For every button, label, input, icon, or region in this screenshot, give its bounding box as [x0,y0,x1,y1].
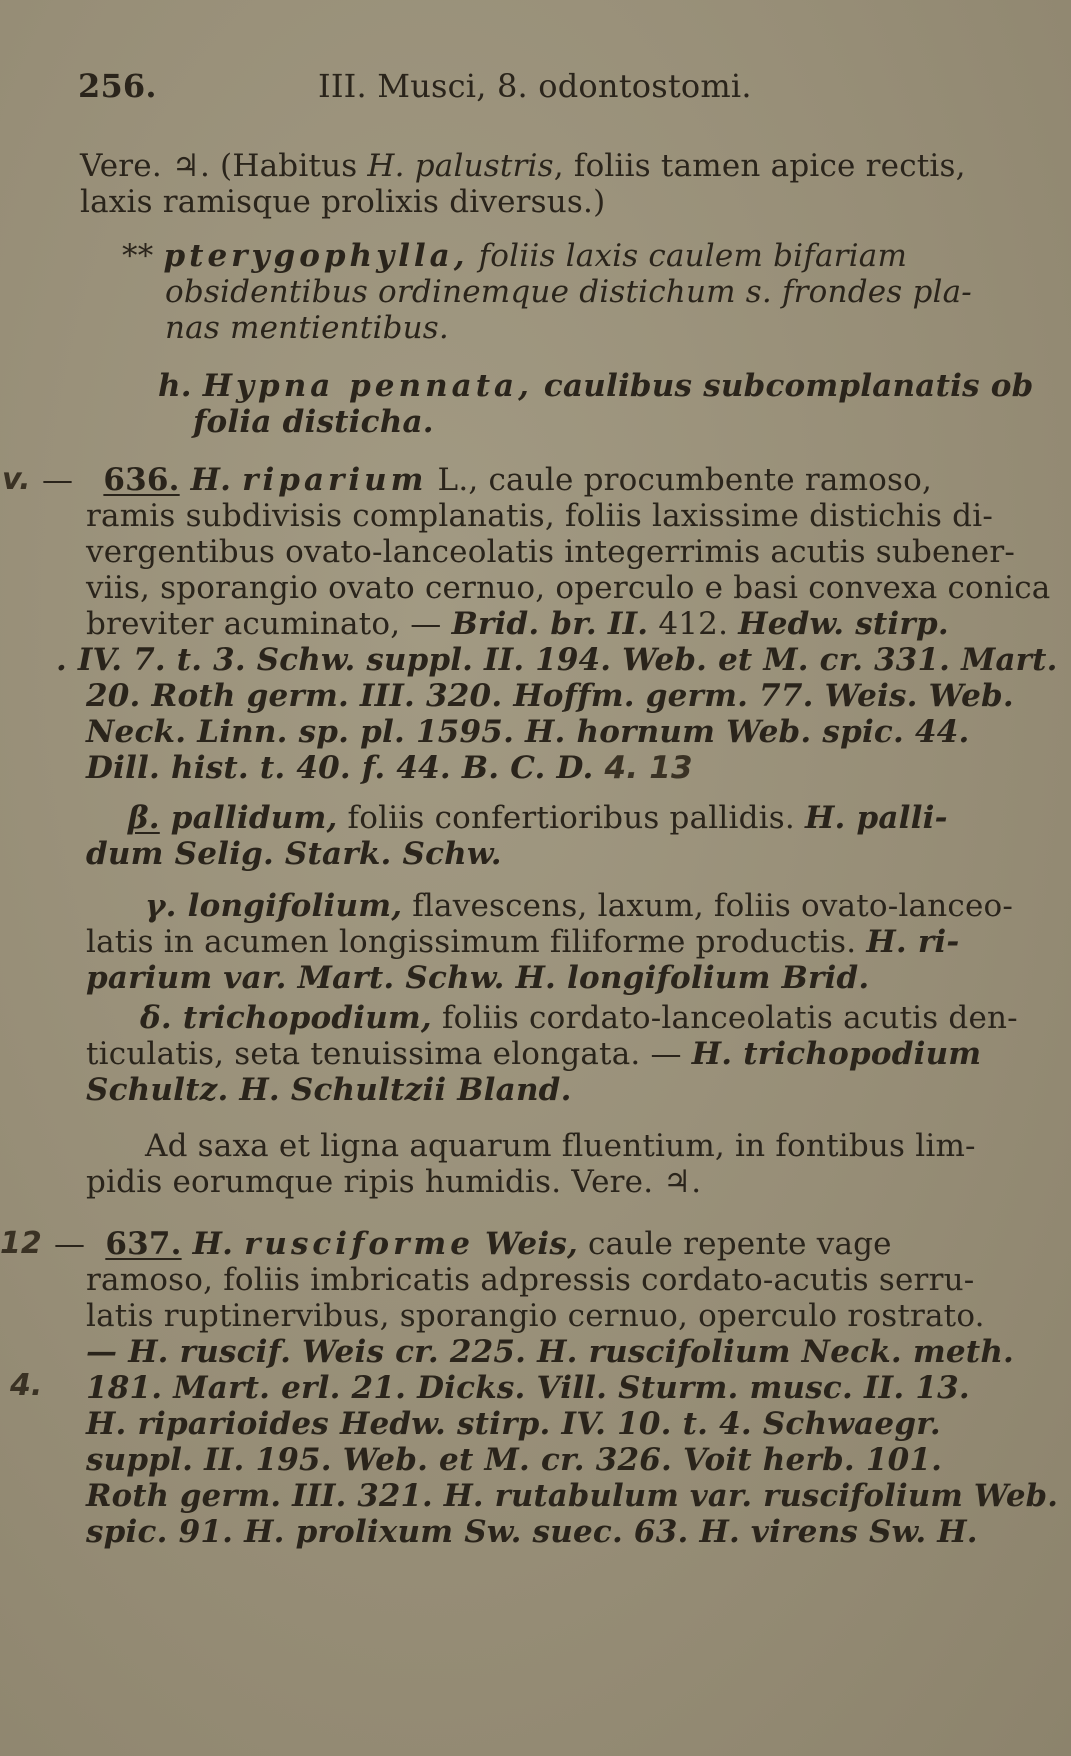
text-line-11: viis, sporangio ovato cernuo, operculo e basi convexa conica [86,570,1051,606]
margin-note-4: 4. [10,1368,43,1403]
variety-gamma: γ. longifolium, flavescens, laxum, foliis ovato-lanceo- [145,888,1014,924]
text-line-23: ticulatis, seta tenuissima elongata. — H. trichopodium [86,1036,982,1072]
text-line-34: Roth germ. III. 321. H. rutabulum var. ruscifolium Web. [86,1478,1059,1514]
margin-note-v: v. [2,462,31,497]
species-637-heading: — 637. H. rusciforme Weis, caule repente vage [54,1226,892,1262]
text-line-2: laxis ramisque prolixis diversus.) [80,184,606,220]
text-line-30: — H. ruscif. Weis cr. 225. H. ruscifolium Neck. meth. [86,1334,1015,1370]
text-line-6: h. Hypna pennata, caulibus subcomplanatis ob [158,368,1034,404]
text-line-21: parium var. Mart. Schw. H. longifolium Brid. [86,960,870,996]
text-line-7: folia disticha. [193,404,434,440]
text-line-1: Vere. ♃. (Habitus H. palustris, foliis tamen apice rectis, [80,148,966,184]
text-line-31: 181. Mart. erl. 21. Dicks. Vill. Sturm. musc. II. 13. [86,1370,970,1406]
text-line-3: ** pterygophylla, foliis laxis caulem bifariam [122,238,908,274]
text-line-18: dum Selig. Stark. Schw. [86,836,502,872]
text-line-33: suppl. II. 195. Web. et M. cr. 326. Voit herb. 101. [86,1442,943,1478]
text-line-15: Neck. Linn. sp. pl. 1595. H. hornum Web. spic. 44. [86,714,970,750]
text-line-26: pidis eorumque ripis humidis. Vere. ♃. [86,1164,702,1200]
variety-beta: β. pallidum, foliis confertioribus pallidis. H. palli- [128,800,948,836]
text-line-13: . IV. 7. t. 3. Schw. suppl. II. 194. Web. et M. cr. 331. Mart. [56,642,1058,678]
text-line-28: ramoso, foliis imbricatis adpressis cordato-acutis serru- [86,1262,975,1298]
variety-delta: δ. trichopodium, foliis cordato-lanceolatis acutis den- [140,1000,1018,1036]
text-line-25: Ad saxa et ligna aquarum fluentium, in fontibus lim- [145,1128,976,1164]
text-line-24: Schultz. H. Schultzii Bland. [86,1072,572,1108]
text-line-4: obsidentibus ordinemque distichum s. frondes pla- [165,274,972,310]
text-line-29: latis ruptinervibus, sporangio cernuo, operculo rostrato. [86,1298,985,1334]
text-line-32: H. riparioides Hedw. stirp. IV. 10. t. 4. Schwaegr. [86,1406,941,1442]
text-line-9: ramis subdivisis complanatis, foliis laxissime distichis di- [86,498,994,534]
text-line-5: nas mentientibus. [165,310,449,346]
text-line-12: breviter acuminato, — Brid. br. II. 412. Hedw. stirp. [86,606,949,642]
running-title: III. Musci, 8. odontostomi. [318,67,752,105]
text-line-14: 20. Roth germ. III. 320. Hoffm. germ. 77. Weis. Web. [86,678,1014,714]
text-line-10: vergentibus ovato-lanceolatis integerrimis acutis subener- [86,534,1016,570]
page-number: 256. [78,67,157,105]
handwritten-annotation: 4. 13 [593,750,693,786]
text-line-35: spic. 91. H. prolixum Sw. suec. 63. H. virens Sw. H. [86,1514,978,1550]
text-line-20: latis in acumen longissimum filiforme productis. H. ri- [86,924,960,960]
text-line-16: Dill. hist. t. 40. f. 44. B. C. D. 4. 13 [86,750,693,786]
species-636-heading: — 636. H. riparium L., caule procumbente ramoso, [42,462,933,498]
margin-note-12: 12 [0,1226,42,1261]
